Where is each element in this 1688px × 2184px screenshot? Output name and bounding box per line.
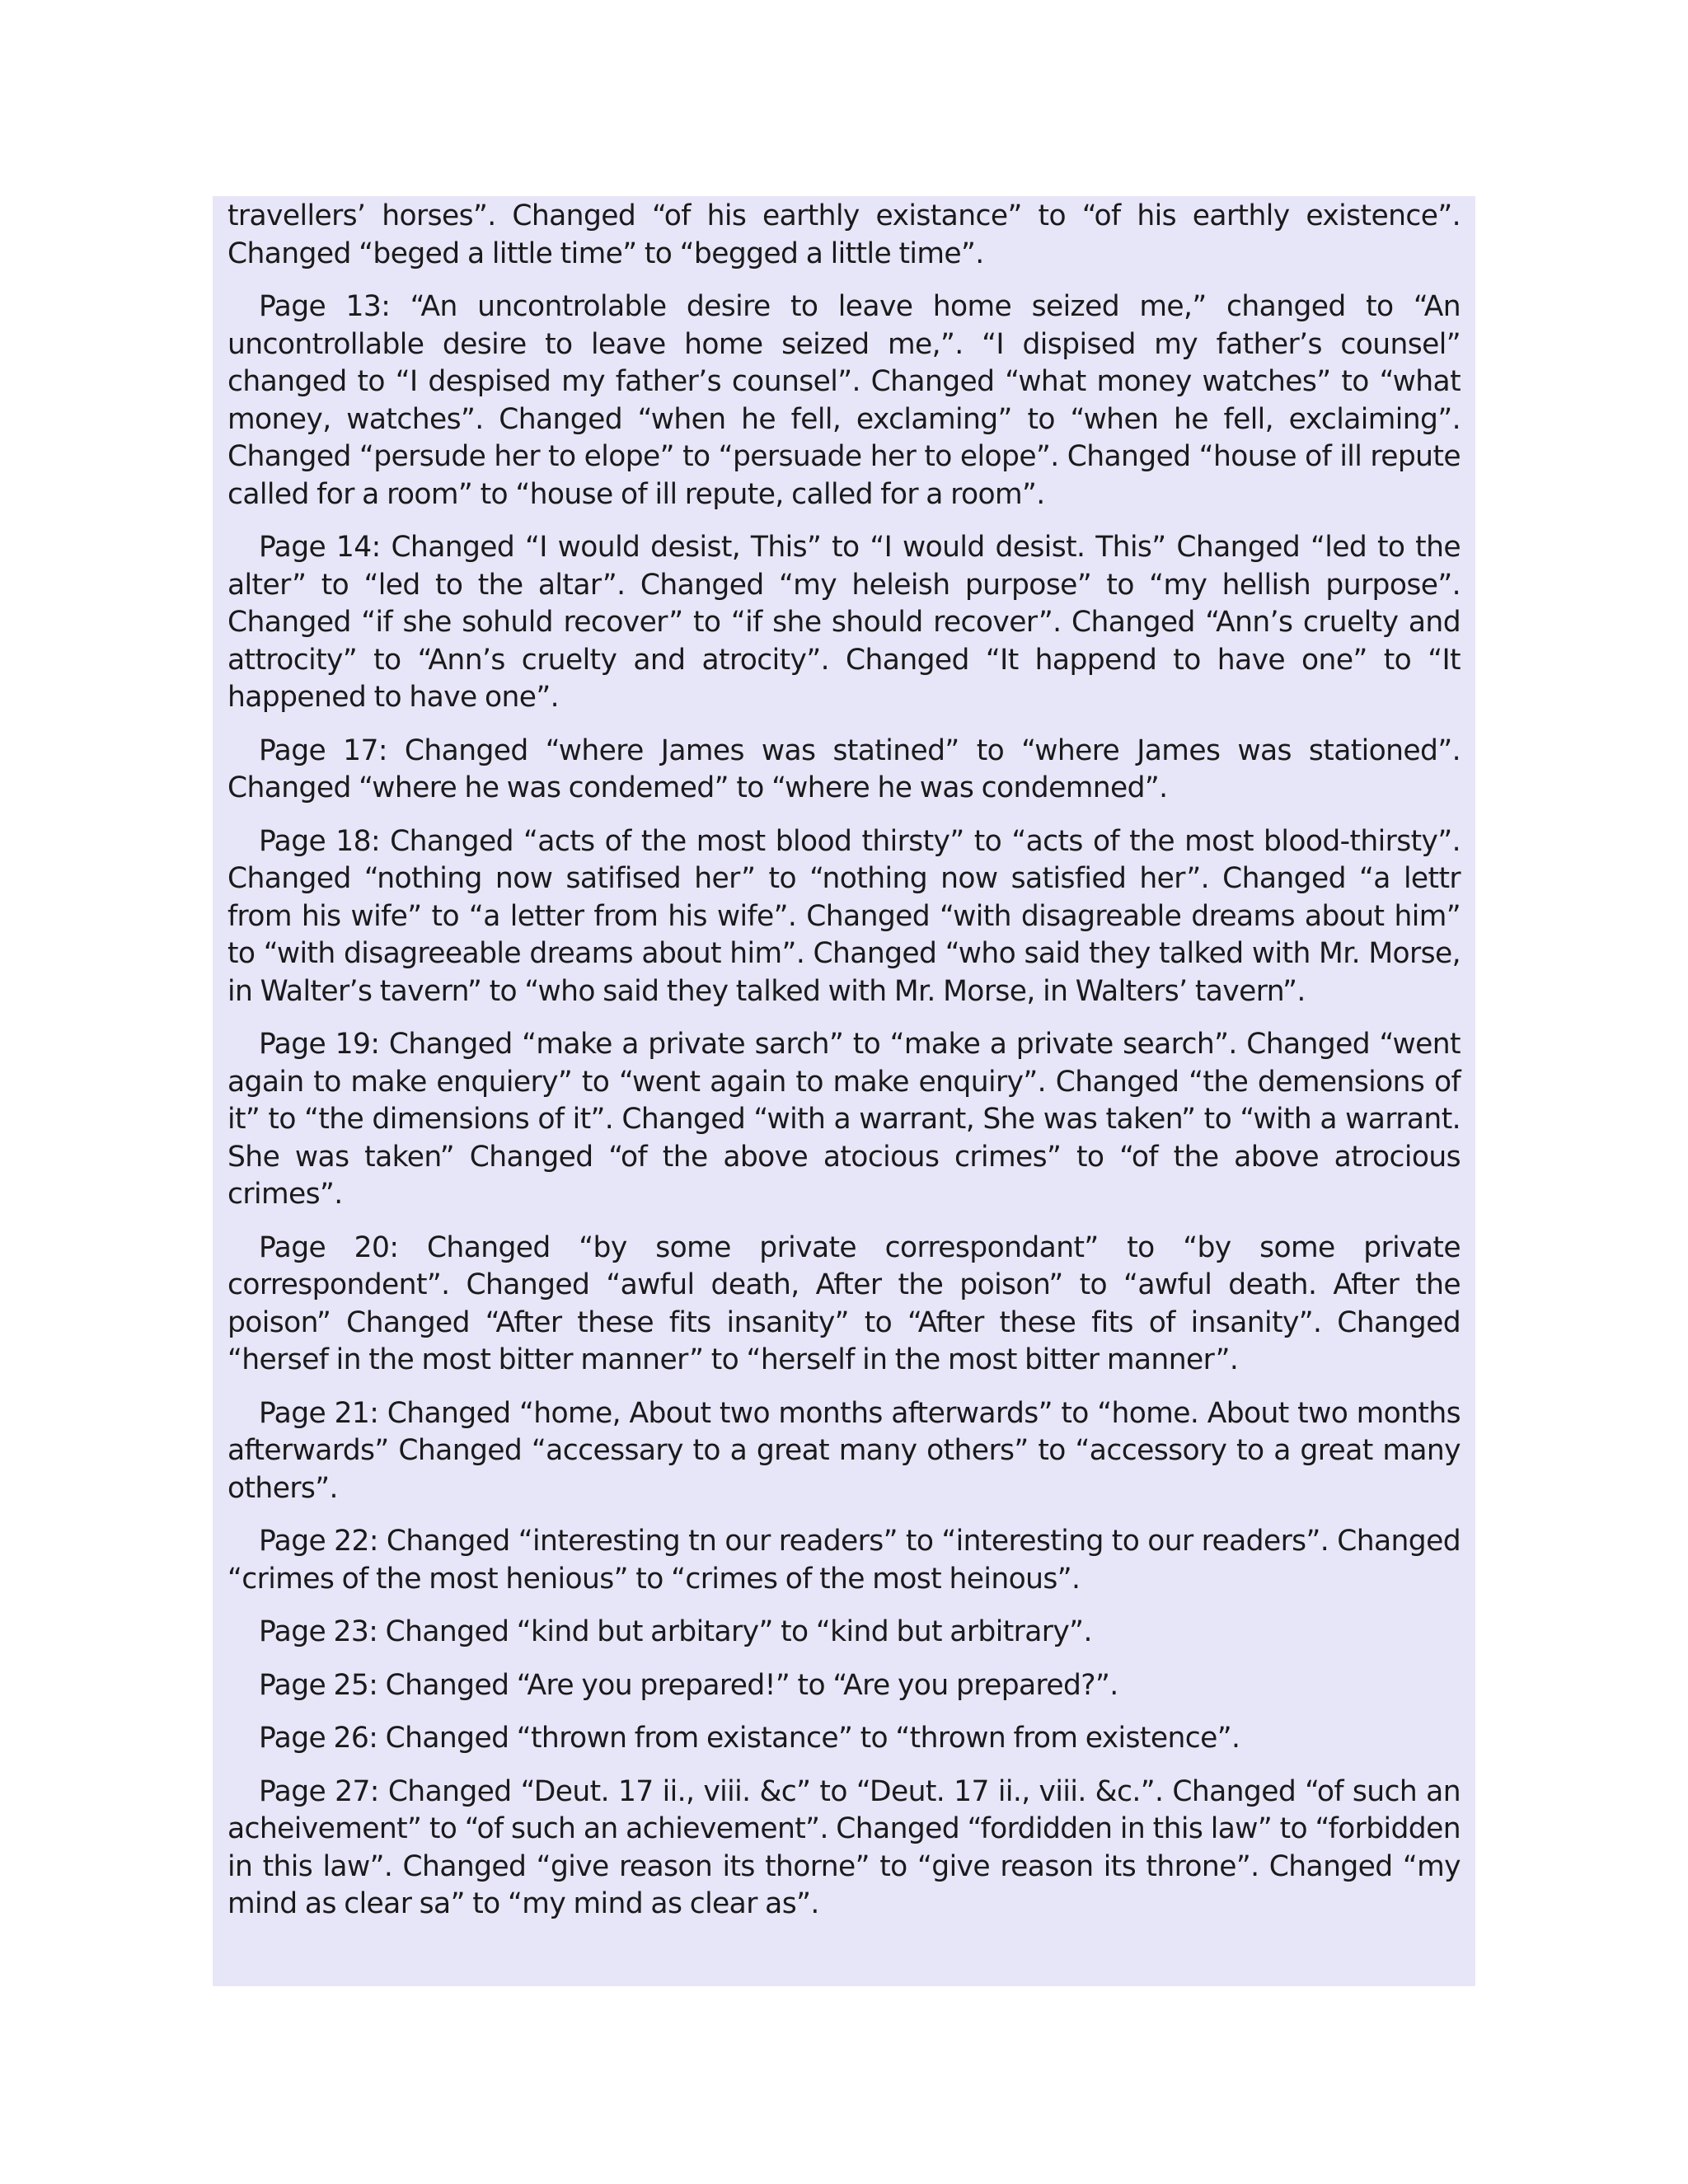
note-paragraph-page-22: Page 22: Changed “interesting tn our readers” to “interesting to our readers”. Changed “crimes of the most henious” to “crimes of the most heinous”. [227, 1525, 1461, 1596]
note-paragraph-page-19: Page 19: Changed “make a private sarch” to “make a private search”. Changed “went again to make enquiery” to “went again to make enquiry”. Changed “the demensions of it” to “the dimensions of it”. Changed “with a warrant, She was taken” to “with a warrant. She was taken” Changed “of the above atocious crimes” to “of the above atrocious crimes”. [227, 1028, 1461, 1211]
note-paragraph-page-20: Page 20: Changed “by some private correspondant” to “by some private correspondent”. Changed “awful death, After the poison” to “awful death. After the poison” Changed “After these fits insanity” to “After these fits of insanity”. Changed “hersef in the most bitter manner” to “herself in the most bitter manner”. [227, 1230, 1461, 1376]
note-paragraph-page-13: Page 13: “An uncontrolable desire to leave home seized me,” changed to “An uncontrollable desire to leave home seized me,”. “I dispised my father’s counsel” changed to “I despised my father’s counsel”. Changed “what money watches” to “what money, watches”. Changed “when he fell, exclaming” to “when he fell, exclaiming”. Changed “persude her to elope” to “persuade her to elope”. Changed “house of ill repute called for a room” to “house of ill repute, called for a room”. [227, 290, 1461, 511]
note-paragraph-page-18: Page 18: Changed “acts of the most blood thirsty” to “acts of the most blood-thirsty”. Changed “nothing now satifised her” to “nothing now satisfied her”. Changed “a lettr from his wife” to “a letter from his wife”. Changed “with disagreable dreams about him” to “with disagreeable dreams about him”. Changed “who said they talked with Mr. Morse, in Walter’s tavern” to “who said they talked with Mr. Morse, in Walters’ tavern”. [227, 824, 1461, 1008]
note-paragraph-page-14: Page 14: Changed “I would desist, This” to “I would desist. This” Changed “led to the alter” to “led to the altar”. Changed “my heleish purpose” to “my hellish purpose”. Changed “if she sohuld recover” to “if she should recover”. Changed “Ann’s cruelty and attrocity” to “Ann’s cruelty and atrocity”. Changed “It happend to have one” to “It happened to have one”. [227, 531, 1461, 714]
transcriber-notes-box [213, 196, 1475, 1986]
note-paragraph-continued: travellers’ horses”. Changed “of his earthly existance” to “of his earthly existence”. Changed “beged a little time” to “begged a little time”. [227, 199, 1461, 270]
note-paragraph-page-17: Page 17: Changed “where James was statined” to “where James was stationed”. Changed “where he was condemed” to “where he was condemned”. [227, 733, 1461, 804]
note-paragraph-page-26: Page 26: Changed “thrown from existance” to “thrown from existence”. [259, 1722, 1240, 1755]
note-paragraph-page-27: Page 27: Changed “Deut. 17 ii., viii. &c” to “Deut. 17 ii., viii. &c.”. Changed “of such an acheivement” to “of such an achievement”. Changed “fordidden in this law” to “forbidden in this law”. Changed “give reason its thorne” to “give reason its throne”. Changed “my mind as clear sa” to “my mind as clear as”. [227, 1774, 1461, 1920]
note-paragraph-page-23: Page 23: Changed “kind but arbitary” to “kind but arbitrary”. [259, 1615, 1092, 1648]
note-paragraph-page-21: Page 21: Changed “home, About two months afterwards” to “home. About two months afterwards” Changed “accessary to a great many others” to “accessory to a great many others”. [227, 1396, 1461, 1505]
note-paragraph-page-25: Page 25: Changed “Are you prepared!” to “Are you prepared?”. [259, 1668, 1118, 1702]
